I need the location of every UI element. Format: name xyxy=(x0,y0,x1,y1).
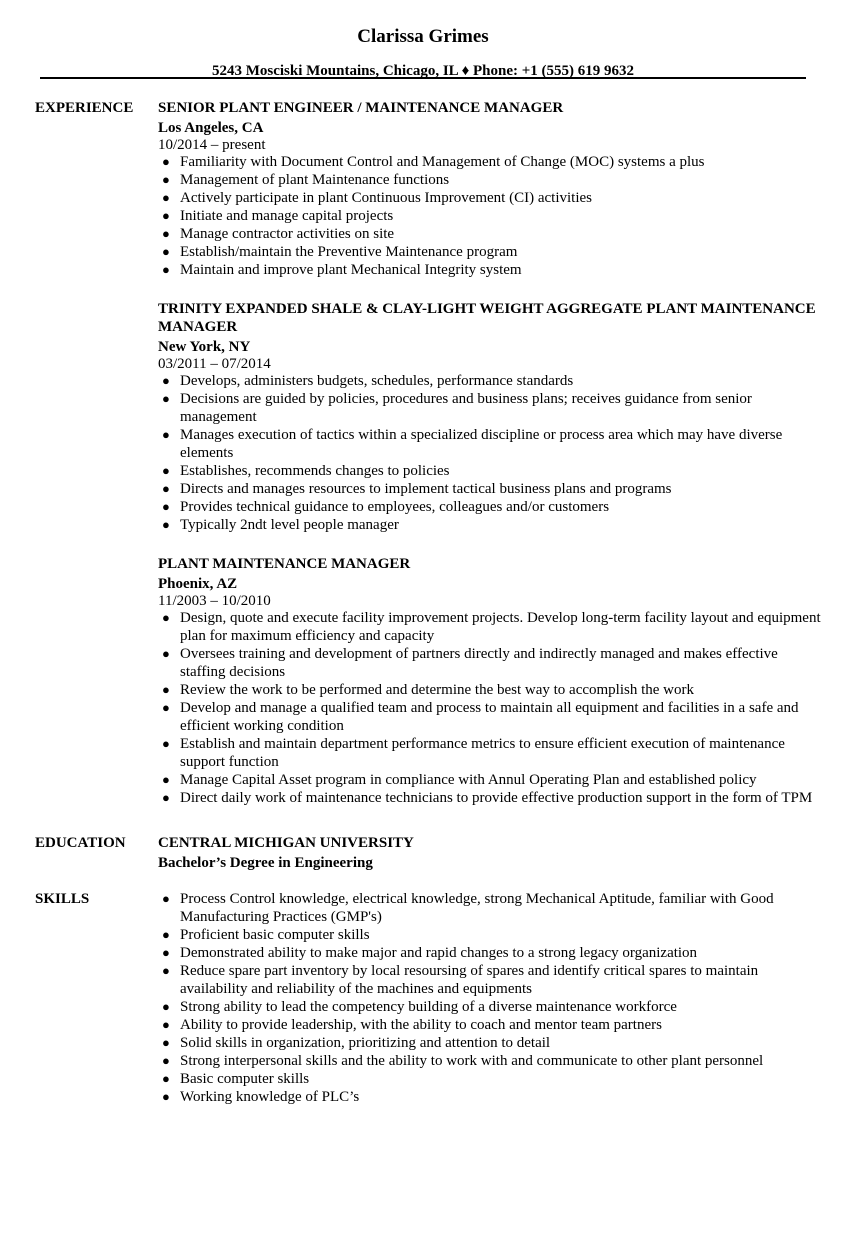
resume-header xyxy=(0,26,846,80)
bullet-icon: ● xyxy=(162,891,170,906)
bullet-icon: ● xyxy=(162,790,170,805)
job-title: TRINITY EXPANDED SHALE & CLAY-LIGHT WEIGHT AGGREGATE PLANT MAINTENANCE MANAGER xyxy=(158,301,816,335)
job-bullet-list xyxy=(158,372,825,534)
job-title: PLANT MAINTENANCE MANAGER xyxy=(158,556,411,572)
bullet-icon: ● xyxy=(162,736,170,751)
bullet-icon: ● xyxy=(162,172,170,187)
degree: Bachelor’s Degree in Engineering xyxy=(158,855,373,871)
list-item: ● Demonstrated ability to make major and rapid changes to a strong legacy organization xyxy=(162,945,698,961)
list-item: ● Establishes, recommends changes to policies xyxy=(162,463,450,479)
list-item: ● Oversees training and development of partners directly and indirectly managed and makes effective staffing decisions xyxy=(162,646,778,680)
list-item: ● Establish and maintain department performance metrics to ensure efficient execution of maintenance support function xyxy=(162,736,785,770)
job-bullet-list xyxy=(158,153,825,279)
list-item: ● Manage contractor activities on site xyxy=(162,226,395,242)
bullet-icon: ● xyxy=(162,610,170,625)
job-location: Los Angeles, CA xyxy=(158,120,264,136)
skills-list xyxy=(158,890,825,1106)
job-dates: 11/2003 – 10/2010 xyxy=(158,593,271,609)
bullet-icon: ● xyxy=(162,682,170,697)
section-label-education: EDUCATION xyxy=(35,835,126,851)
bullet-icon: ● xyxy=(162,391,170,406)
job-dates: 03/2011 – 07/2014 xyxy=(158,356,271,372)
bullet-icon: ● xyxy=(162,1071,170,1086)
job-title: SENIOR PLANT ENGINEER / MAINTENANCE MANAGER xyxy=(158,100,564,116)
list-item: ● Provides technical guidance to employees, colleagues and/or customers xyxy=(162,499,610,515)
list-item: ● Decisions are guided by policies, procedures and business plans; receives guidance from senior management xyxy=(162,391,752,425)
bullet-icon: ● xyxy=(162,1053,170,1068)
list-item: ● Initiate and manage capital projects xyxy=(162,208,394,224)
list-item: ● Basic computer skills xyxy=(162,1071,310,1087)
job-entry xyxy=(158,300,825,534)
bullet-icon: ● xyxy=(162,1017,170,1032)
list-item: ● Develop and manage a qualified team and process to maintain all equipment and facilities in a safe and efficient working condition xyxy=(162,700,799,734)
list-item: ● Management of plant Maintenance functions xyxy=(162,172,450,188)
section-label-skills: SKILLS xyxy=(35,891,90,907)
school-name: CENTRAL MICHIGAN UNIVERSITY xyxy=(158,835,414,851)
list-item: ● Typically 2ndt level people manager xyxy=(162,517,399,533)
list-item: ● Review the work to be performed and determine the best way to accomplish the work xyxy=(162,682,695,698)
list-item: ● Proficient basic computer skills xyxy=(162,927,370,943)
job-bullet-list xyxy=(158,609,825,807)
list-item: ● Develops, administers budgets, schedules, performance standards xyxy=(162,373,574,389)
list-item: ● Process Control knowledge, electrical knowledge, strong Mechanical Aptitude, familiar with Good Manufacturing Practices (GMP's) xyxy=(162,891,774,925)
skills-section xyxy=(35,890,825,1106)
bullet-icon: ● xyxy=(162,999,170,1014)
contact-line: 5243 Mosciski Mountains, Chicago, IL ♦ Phone: +1 (555) 619 9632 xyxy=(211,63,635,79)
job-location: New York, NY xyxy=(158,339,251,355)
bullet-icon: ● xyxy=(162,208,170,223)
bullet-icon: ● xyxy=(162,463,170,478)
list-item: ● Working knowledge of PLC’s xyxy=(162,1089,360,1105)
list-item: ● Ability to provide leadership, with the ability to coach and mentor team partners xyxy=(162,1017,662,1033)
bullet-icon: ● xyxy=(162,481,170,496)
job-entry xyxy=(158,555,825,807)
job-dates: 10/2014 – present xyxy=(158,137,266,153)
education-section xyxy=(35,834,825,872)
bullet-icon: ● xyxy=(162,154,170,169)
bullet-icon: ● xyxy=(162,427,170,442)
bullet-icon: ● xyxy=(162,244,170,259)
bullet-icon: ● xyxy=(162,373,170,388)
list-item: ● Manage Capital Asset program in compliance with Annul Operating Plan and established policy xyxy=(162,772,757,788)
list-item: ● Direct daily work of maintenance technicians to provide effective production support in the form of TPM xyxy=(162,790,813,806)
list-item: ● Actively participate in plant Continuous Improvement (CI) activities xyxy=(162,190,592,206)
list-item: ● Reduce spare part inventory by local resoursing of spares and identify critical spares to maintain availability and reliability of the machines and equipments xyxy=(162,963,759,997)
list-item: ● Strong ability to lead the competency building of a diverse maintenance workforce xyxy=(162,999,677,1015)
bullet-icon: ● xyxy=(162,772,170,787)
candidate-name: Clarissa Grimes xyxy=(357,26,489,47)
bullet-icon: ● xyxy=(162,646,170,661)
list-item: ● Manages execution of tactics within a specialized discipline or process area which may have diverse elements xyxy=(162,427,783,461)
bullet-icon: ● xyxy=(162,190,170,205)
job-entry xyxy=(158,99,825,279)
list-item: ● Maintain and improve plant Mechanical Integrity system xyxy=(162,262,522,278)
bullet-icon: ● xyxy=(162,700,170,715)
list-item: ● Design, quote and execute facility improvement projects. Develop long-term facility layout and equipment plan for maximum efficiency and capacity xyxy=(162,610,821,644)
bullet-icon: ● xyxy=(162,262,170,277)
list-item: ● Solid skills in organization, prioritizing and attention to detail xyxy=(162,1035,551,1051)
bullet-icon: ● xyxy=(162,517,170,532)
list-item: ● Familiarity with Document Control and Management of Change (MOC) systems a plus xyxy=(162,154,705,170)
bullet-icon: ● xyxy=(162,927,170,942)
bullet-icon: ● xyxy=(162,499,170,514)
list-item: ● Directs and manages resources to implement tactical business plans and programs xyxy=(162,481,672,497)
list-item: ● Establish/maintain the Preventive Maintenance program xyxy=(162,244,518,260)
experience-section xyxy=(35,99,825,807)
bullet-icon: ● xyxy=(162,1089,170,1104)
bullet-icon: ● xyxy=(162,963,170,978)
bullet-icon: ● xyxy=(162,1035,170,1050)
header-divider xyxy=(40,77,806,79)
bullet-icon: ● xyxy=(162,226,170,241)
bullet-icon: ● xyxy=(162,945,170,960)
list-item: ● Strong interpersonal skills and the ability to work with and communicate to other plant personnel xyxy=(162,1053,764,1069)
job-location: Phoenix, AZ xyxy=(158,576,238,592)
section-label-experience: EXPERIENCE xyxy=(35,100,134,116)
